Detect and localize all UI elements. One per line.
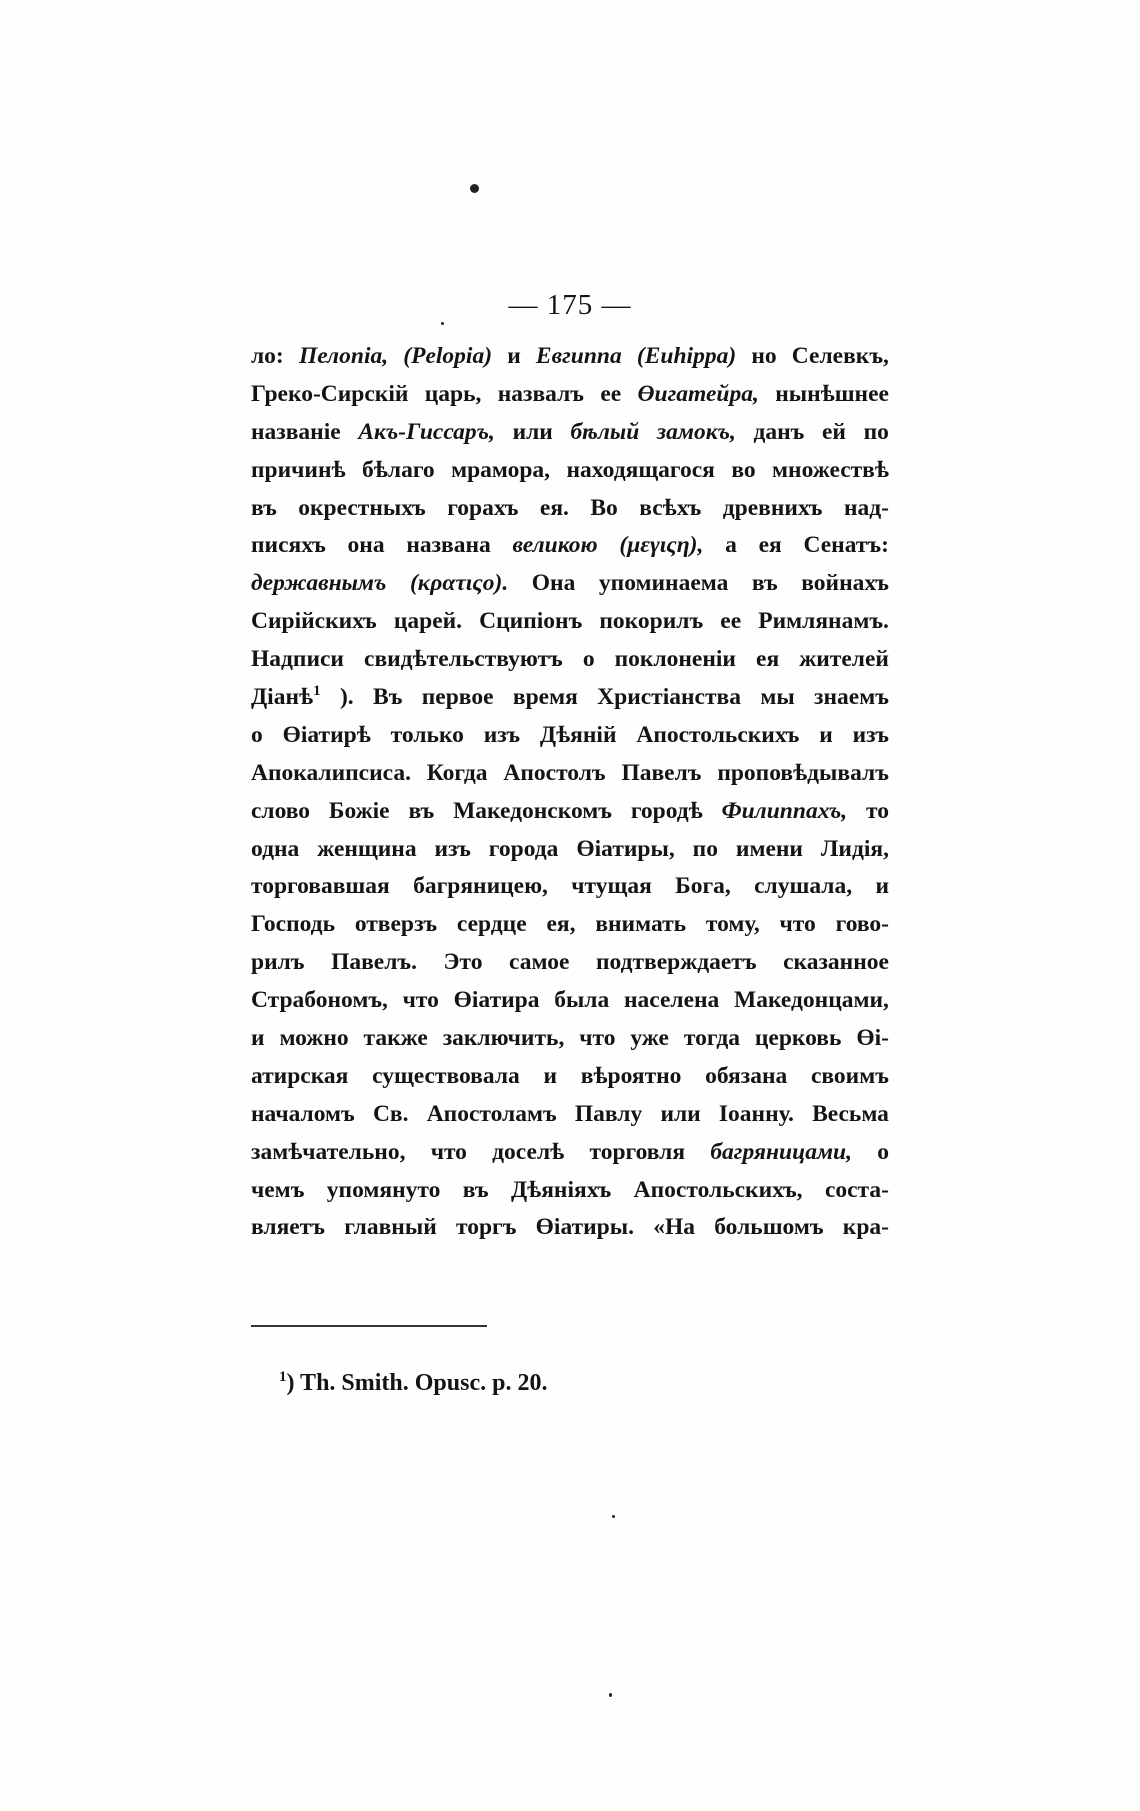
word: соста- — [824, 1176, 889, 1203]
text-line — [251, 603, 889, 641]
word: горахъ — [447, 494, 519, 521]
word: кра- — [842, 1214, 889, 1241]
word: во — [731, 456, 756, 483]
word: и — [819, 721, 833, 748]
word: но — [751, 343, 777, 369]
word: была — [554, 987, 610, 1014]
word: можно — [279, 1025, 349, 1052]
word: своимъ — [810, 1062, 889, 1089]
word: поклоненіи — [614, 646, 736, 673]
word: и — [543, 1062, 558, 1089]
word: мы — [760, 684, 795, 711]
word: великою — [512, 532, 598, 559]
word: ея. — [539, 494, 569, 521]
word: населена — [623, 987, 720, 1014]
word: жителей — [799, 646, 889, 673]
word: Надписи — [251, 646, 344, 673]
word: Дѣяній — [539, 721, 617, 748]
word: окрестныхъ — [298, 494, 426, 521]
word: множествѣ — [772, 456, 889, 483]
word: упоминаема — [598, 570, 729, 597]
word: (Pelopia) — [403, 343, 493, 369]
word: ее — [600, 380, 622, 407]
word: она — [347, 532, 385, 559]
word: доселѣ — [492, 1138, 565, 1165]
word: или — [660, 1100, 701, 1127]
word: внимать — [595, 911, 687, 938]
word: Апостоламъ — [426, 1100, 557, 1127]
word: Өі- — [856, 1025, 889, 1052]
word: города — [488, 835, 559, 862]
word: Павелъ — [621, 759, 702, 786]
word: торговля — [589, 1138, 686, 1165]
word: Дѣяніяхъ — [510, 1176, 612, 1203]
word: тому, — [705, 911, 760, 938]
word: слушала, — [754, 873, 853, 900]
word: Өіатирѣ — [282, 721, 371, 748]
text-line — [251, 414, 889, 452]
word: ее — [720, 608, 742, 635]
word: нынѣшнее — [775, 380, 889, 407]
word: одна — [251, 835, 300, 862]
word: Өіатиры. — [535, 1214, 634, 1241]
word: ей — [822, 418, 846, 445]
word: сердце — [456, 911, 527, 938]
word: Павелъ. — [331, 949, 417, 976]
word: уже — [630, 1025, 669, 1052]
word: церковь — [754, 1025, 842, 1052]
word: изъ — [483, 721, 521, 748]
word: назвалъ — [497, 380, 585, 407]
word-with-note — [251, 679, 321, 717]
word: тогда — [683, 1025, 740, 1052]
word: мрамора, — [451, 456, 551, 483]
word: знаемъ — [814, 684, 889, 711]
text-line — [251, 1096, 889, 1134]
word: атирская — [251, 1062, 349, 1089]
word: Павлу — [574, 1100, 643, 1127]
word: Пелопіа, — [298, 343, 389, 369]
word: что — [579, 1025, 616, 1052]
word: упомянуто — [326, 1176, 441, 1203]
word: Христіанства — [597, 684, 741, 711]
word: Въ — [373, 684, 403, 711]
word: торговавшая — [251, 873, 390, 900]
footnote-marker: 1 — [279, 1369, 287, 1385]
word: время — [512, 684, 578, 711]
word: ея, — [546, 911, 576, 938]
word: то — [865, 797, 889, 824]
word: чемъ — [251, 1176, 305, 1203]
word: ). — [339, 684, 354, 711]
word: Бога, — [675, 873, 731, 900]
word: ея — [758, 532, 782, 559]
footnote-divider — [251, 1325, 487, 1327]
word: названа — [406, 532, 491, 559]
word: большомъ — [714, 1214, 824, 1241]
word: существовала — [372, 1062, 520, 1089]
word: что — [779, 911, 816, 938]
word: Апостолъ — [503, 759, 606, 786]
word: над- — [843, 494, 889, 521]
word: свидѣтельствуютъ — [364, 646, 563, 673]
text-line — [251, 793, 889, 831]
word: Лидія, — [820, 835, 889, 862]
word: Евгиппа — [535, 343, 622, 369]
word: главный — [344, 1214, 437, 1241]
text-line — [251, 944, 889, 982]
text-line — [251, 906, 889, 944]
ink-speck — [609, 1693, 612, 1697]
word: о — [877, 1138, 889, 1165]
word: древнихъ — [722, 494, 823, 521]
word: Апокалипсиса. — [251, 759, 411, 786]
word: покорилъ — [599, 608, 704, 635]
word: обязана — [705, 1062, 788, 1089]
text-line — [251, 527, 889, 565]
text-line — [251, 565, 889, 603]
word: Филиппахъ, — [721, 797, 848, 824]
word: по — [863, 418, 889, 445]
word: (Euhippa) — [636, 343, 737, 369]
word: Апостольскихъ, — [633, 1176, 803, 1203]
body-text — [251, 338, 889, 1247]
word: замѣчательно, — [251, 1138, 406, 1165]
ink-speck — [612, 1515, 615, 1518]
word: что — [430, 1138, 467, 1165]
word: Македонскомъ — [453, 797, 612, 824]
word: изъ — [852, 721, 889, 748]
word: рилъ — [251, 949, 305, 976]
word: торгъ — [455, 1214, 517, 1241]
word: въ — [251, 494, 277, 521]
word: а — [725, 532, 737, 559]
footnote — [279, 1370, 547, 1397]
word: ея — [756, 646, 780, 673]
word: началомъ — [251, 1100, 355, 1127]
word: (κρατιςο). — [409, 570, 509, 597]
word: или — [512, 418, 553, 445]
word: Сципіонъ — [479, 608, 583, 635]
word: причинѣ — [251, 456, 346, 483]
word: Св. — [372, 1100, 409, 1127]
word: Она — [531, 570, 576, 597]
word: державнымъ — [251, 570, 387, 597]
word: «На — [653, 1214, 695, 1241]
word: Сенатъ: — [803, 532, 889, 559]
text-line — [251, 868, 889, 906]
word: въ — [462, 1176, 489, 1203]
word: женщина — [317, 835, 417, 862]
word: изъ — [434, 835, 471, 862]
word: въ — [408, 797, 435, 824]
word: о — [251, 721, 263, 748]
text-line — [251, 717, 889, 755]
word: Сирійскихъ — [251, 608, 377, 635]
word: замокъ, — [656, 418, 736, 445]
word: царей. — [393, 608, 463, 635]
word: Господь — [251, 911, 335, 938]
word: самое — [509, 949, 570, 976]
word: Акъ-Гиссаръ, — [358, 418, 495, 445]
page-number: — 175 — — [508, 289, 632, 321]
word: войнахъ — [801, 570, 889, 597]
word: также — [363, 1025, 428, 1052]
text-line — [251, 1058, 889, 1096]
word: находящагося — [566, 456, 715, 483]
ink-speck — [441, 322, 444, 325]
text-line — [251, 338, 889, 376]
word: всѣхъ — [639, 494, 702, 521]
word: и — [251, 1025, 265, 1052]
word: только — [390, 721, 464, 748]
word: Іоанну. — [718, 1100, 794, 1127]
footnote-text: ) Th. Smith. Opusc. p. 20. — [286, 1370, 548, 1396]
text-line — [251, 1172, 889, 1210]
word: отверзъ — [354, 911, 438, 938]
word: проповѣдывалъ — [717, 759, 889, 786]
text-line — [251, 1209, 889, 1247]
text-line — [251, 831, 889, 869]
word: подтверждаетъ — [595, 949, 757, 976]
word: царь, — [424, 380, 482, 407]
text-line — [251, 641, 889, 679]
text-line — [251, 755, 889, 793]
word: багряницами, — [710, 1138, 852, 1165]
word: Апостольскихъ — [636, 721, 800, 748]
word: названіе — [251, 418, 341, 445]
word: городѣ — [630, 797, 703, 824]
word: Это — [443, 949, 483, 976]
word: багряницею, — [413, 873, 548, 900]
word: Өигатейра, — [637, 380, 759, 407]
word: и — [507, 343, 521, 369]
text-line — [251, 490, 889, 528]
text-line — [251, 679, 889, 717]
word: по — [692, 835, 718, 862]
text-line — [251, 376, 889, 414]
word: Селевкъ, — [791, 343, 889, 369]
word: Когда — [426, 759, 488, 786]
word: данъ — [753, 418, 805, 445]
text-line — [251, 982, 889, 1020]
word: въ — [751, 570, 778, 597]
word: о — [582, 646, 595, 673]
word: имени — [735, 835, 803, 862]
word: слово — [251, 797, 311, 824]
word: писяхъ — [251, 532, 326, 559]
word: сказанное — [783, 949, 889, 976]
word: Греко-Сирскій — [251, 380, 409, 407]
word: заключить, — [442, 1025, 565, 1052]
word: Діанѣ — [251, 684, 314, 711]
word: (μεγιςη), — [619, 532, 704, 559]
word: бѣлый — [570, 418, 640, 445]
word: гово- — [835, 911, 889, 938]
word: Во — [590, 494, 618, 521]
word: Македонцами, — [734, 987, 889, 1014]
word: чтущая — [571, 873, 652, 900]
word: вляетъ — [251, 1214, 325, 1241]
word: ло: — [251, 343, 284, 369]
word: Өіатира — [453, 987, 540, 1014]
word: Страбономъ, — [251, 987, 388, 1014]
word: Божіе — [328, 797, 390, 824]
word: первое — [421, 684, 494, 711]
text-line — [251, 1134, 889, 1172]
word: Весьма — [812, 1100, 889, 1127]
text-line — [251, 1020, 889, 1058]
footnote-reference: 1 — [313, 683, 321, 700]
ink-speck — [470, 184, 479, 193]
word: вѣроятно — [580, 1062, 682, 1089]
word: бѣлаго — [362, 456, 435, 483]
word: Римлянамъ. — [758, 608, 889, 635]
word: и — [875, 873, 889, 900]
word: что — [402, 987, 439, 1014]
text-line — [251, 452, 889, 490]
word: Өіатиры, — [576, 835, 675, 862]
